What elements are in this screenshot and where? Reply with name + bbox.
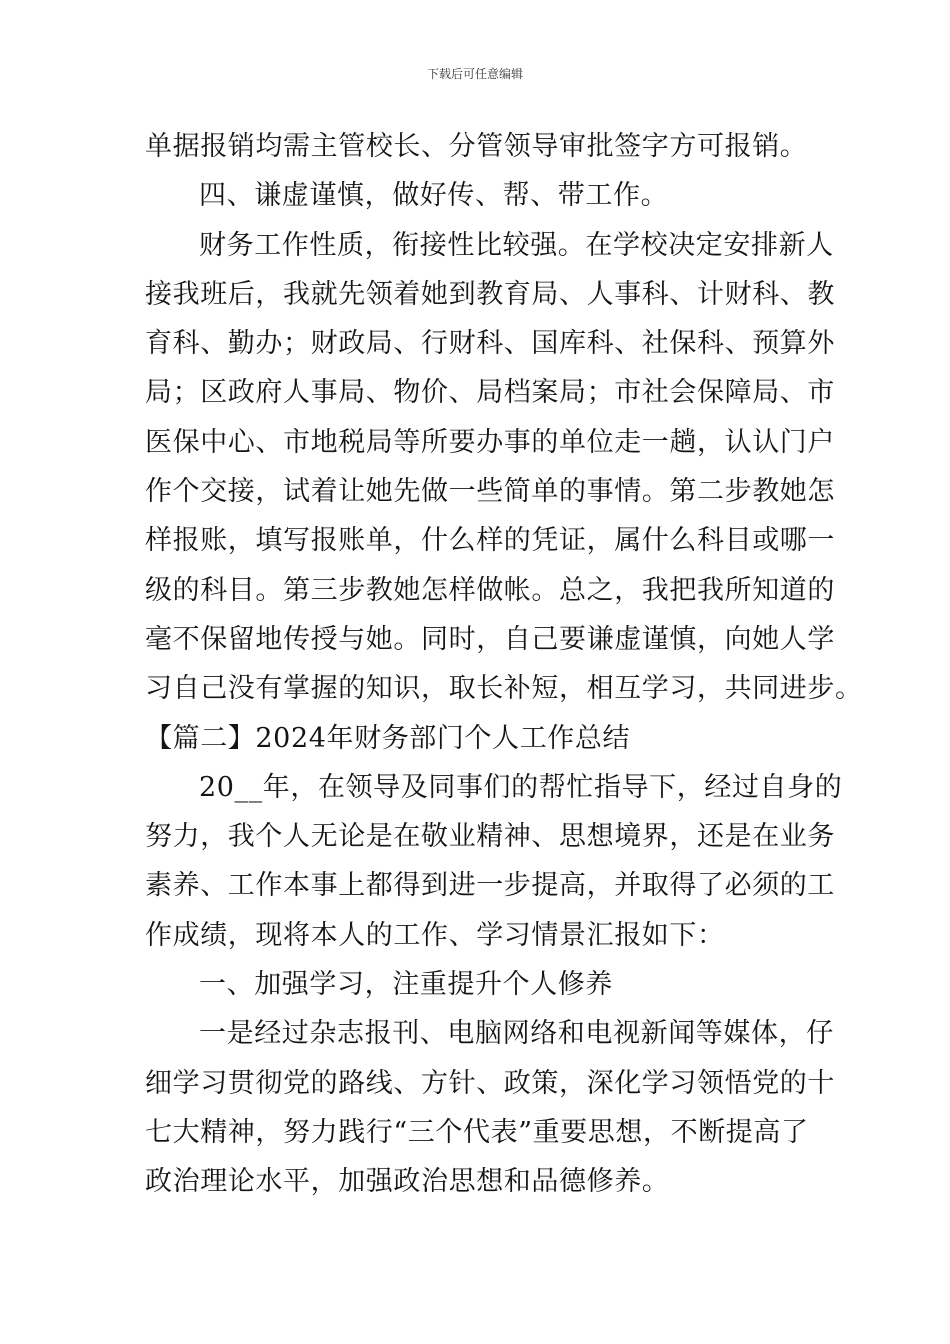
text-line: 财务工作性质，衔接性比较强。在学校决定安排新人 (199, 229, 834, 261)
chapter-title: 【篇二】2024年财务部门个人工作总结 (145, 722, 631, 754)
text-line: 政治理论水平，加强政治思想和品德修养。 (145, 1166, 670, 1198)
text-line: 一是经过杂志报刊、电脑网络和电视新闻等媒体，仔 (199, 1018, 834, 1050)
text-line: 20__年，在领导及同事们的帮忙指导下，经过自身的 (199, 771, 843, 803)
text-line: 级的科目。第三步教她怎样做帐。总之，我把我所知道的 (145, 574, 835, 606)
text-line: 素养、工作本事上都得到进一步提高，并取得了必须的工 (145, 870, 835, 902)
text-line: 医保中心、市地税局等所要办事的单位走一趟，认认门户 (145, 426, 835, 458)
text-line: 作成绩，现将本人的工作、学习情景汇报如下： (145, 919, 725, 951)
section-heading: 四、谦虚谨慎，做好传、帮、带工作。 (199, 180, 669, 212)
text-line: 育科、勤办；财政局、行财科、国库科、社保科、预算外 (145, 328, 835, 360)
text-line: 努力，我个人无论是在敬业精神、思想境界，还是在业务 (145, 821, 835, 853)
text-line: 接我班后，我就先领着她到教育局、人事科、计财科、教 (145, 278, 835, 310)
section-heading: 一、加强学习，注重提升个人修养 (199, 969, 613, 1001)
page-header-note: 下载后可任意编辑 (426, 67, 523, 81)
text-line: 七大精神，努力践行“三个代表”重要思想，不断提高了 (145, 1116, 809, 1148)
document-body (145, 122, 863, 1207)
text-line: 单据报销均需主管校长、分管领导审批签字方可报销。 (145, 131, 808, 162)
text-line: 作个交接，试着让她先做一些简单的事情。第二步教她怎 (145, 476, 835, 508)
text-line: 细学习贯彻党的路线、方针、政策，深化学习领悟党的十 (145, 1067, 835, 1099)
text-line: 习自己没有掌握的知识，取长补短，相互学习，共同进步。 (145, 673, 863, 705)
text-line: 样报账，填写报账单，什么样的凭证，属什么科目或哪一 (145, 525, 835, 557)
text-line: 毫不保留地传授与她。同时，自己要谦虚谨慎，向她人学 (145, 623, 835, 655)
text-line: 局；区政府人事局、物价、局档案局；市社会保障局、市 (145, 377, 835, 409)
